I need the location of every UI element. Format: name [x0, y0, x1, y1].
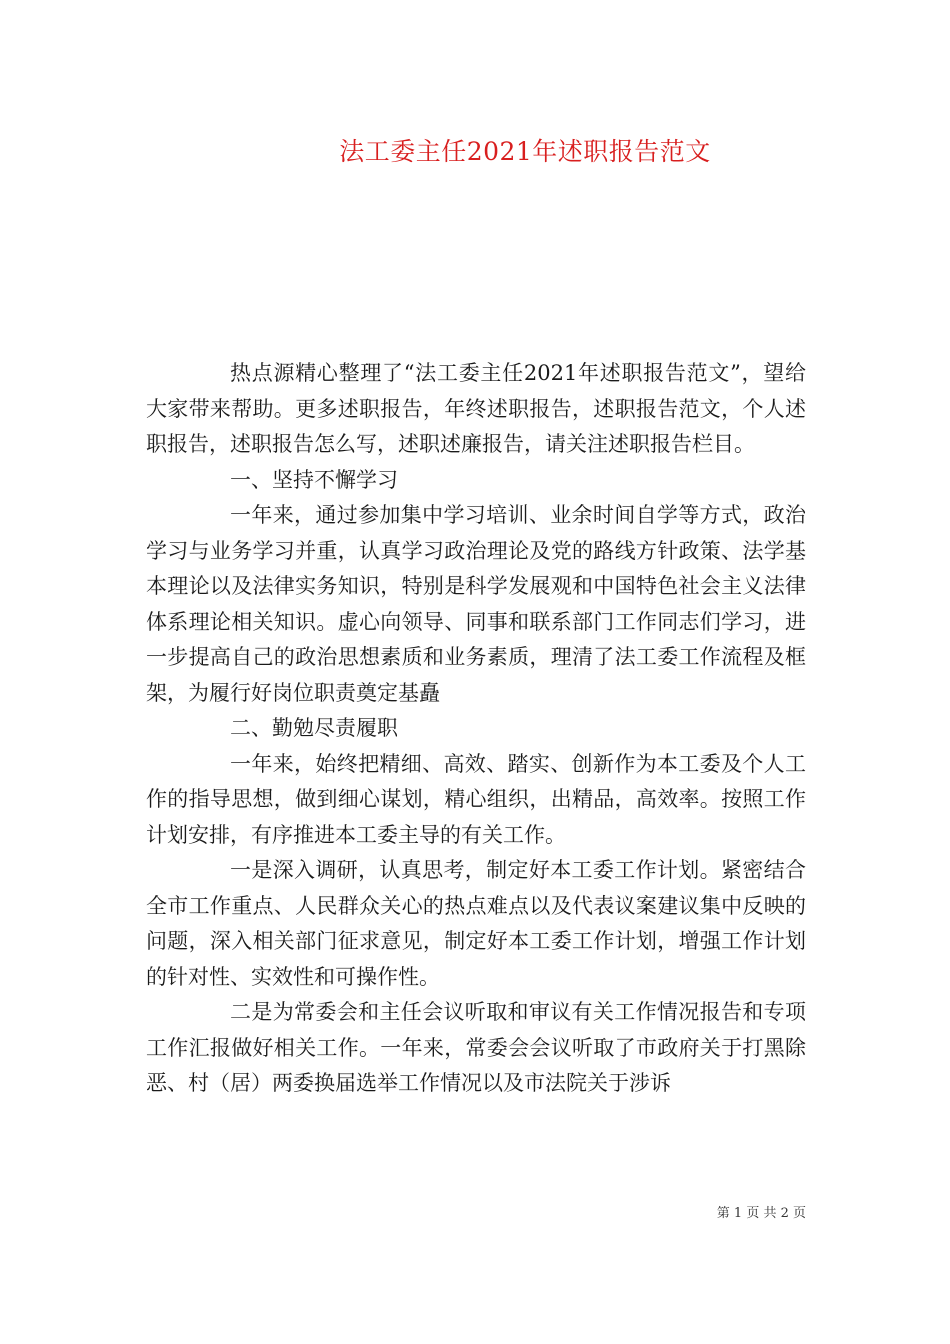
section-2-item-2: 二是为常委会和主任会议听取和审议有关工作情况报告和专项工作汇报做好相关工作。一年来，常委会会议听取了市政府关于打黑除恶、村（居）两委换届选举工作情况以及市法院关于涉诉: [146, 1000, 806, 1095]
document-title: 法工委主任2021年述职报告范文: [339, 137, 711, 166]
section-2-paragraph: 一年来，始终把精细、高效、踏实、创新作为本工委及个人工作的指导思想，做到细心谋划，精心组织，出精品，高效率。按照工作计划安排，有序推进本工委主导的有关工作。: [146, 751, 806, 847]
section-2-item-1: 一是深入调研，认真思考，制定好本工委工作计划。紧密结合全市工作重点、人民群众关心的热点难点以及代表议案建议集中反映的问题，深入相关部门征求意见，制定好本工委工作计划，增强工作计划的针对性、实效性和可操作性。: [146, 858, 806, 989]
page-number-footer: 第 1 页 共 2 页: [716, 1206, 806, 1221]
section-heading-1: 一、坚持不懈学习: [230, 467, 398, 492]
section-heading-2: 二、勤勉尽责履职: [230, 716, 398, 740]
document-body: [146, 356, 806, 1102]
section-1-paragraph: 一年来，通过参加集中学习培训、业余时间自学等方式，政治学习与业务学习并重，认真学习政治理论及党的路线方针政策、法学基本理论以及法律实务知识，特别是科学发展观和中国特色社会主义法律体系理论相关知识。虚心向领导、同事和联系部门工作同志们学习，进一步提高自己的政治思想素质和业务素质，理清了法工委工作流程及框架，为履行好岗位职责奠定基矗: [146, 503, 806, 705]
intro-paragraph: 热点源精心整理了“法工委主任2021年述职报告范文”，望给大家带来帮助。更多述职报告，年终述职报告，述职报告范文，个人述职报告，述职报告怎么写，述职述廉报告，请关注述职报告栏目。: [146, 361, 806, 456]
